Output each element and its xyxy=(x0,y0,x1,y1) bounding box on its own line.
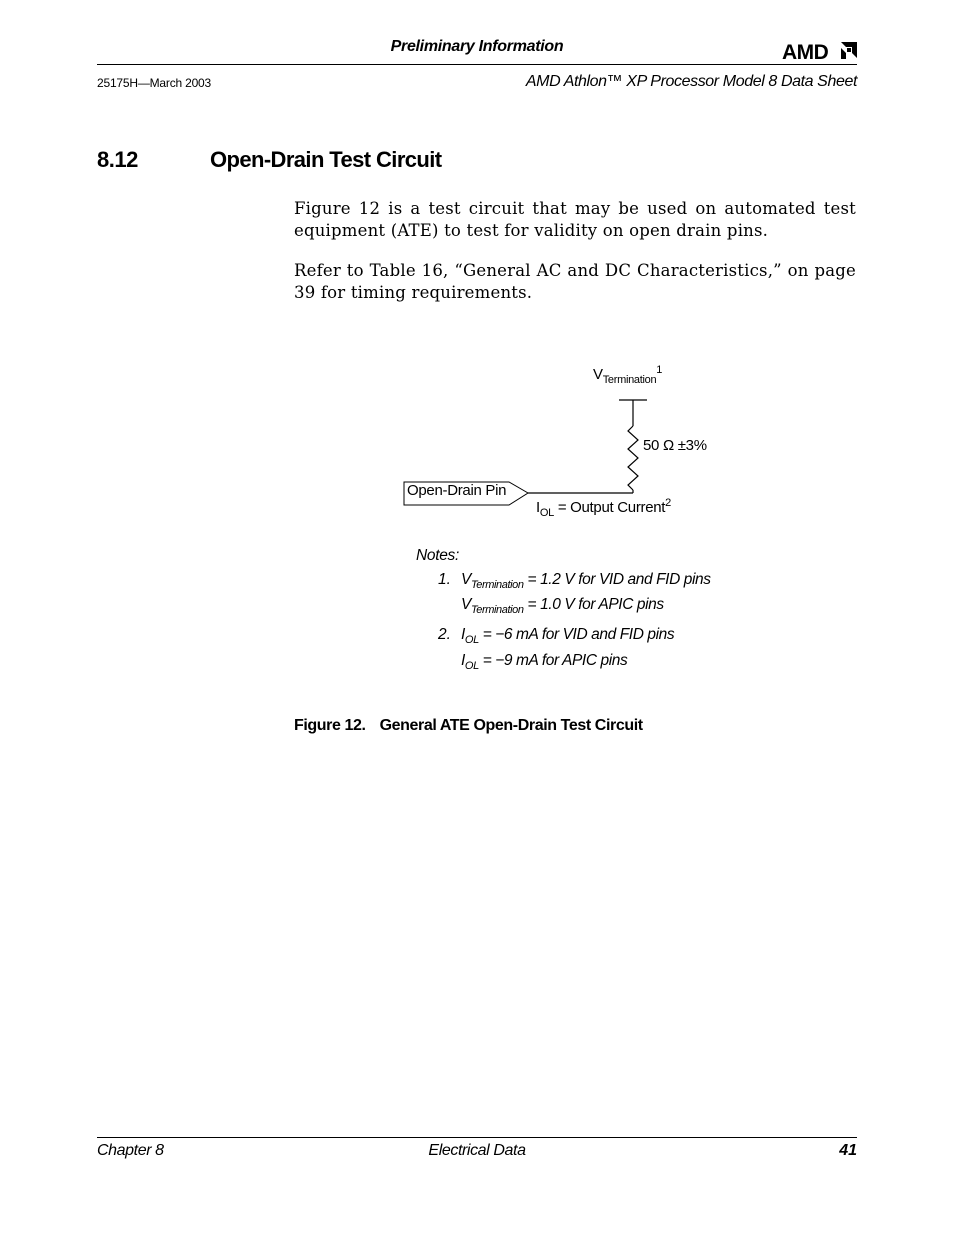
document-number: 25175H—March 2003 xyxy=(97,76,212,90)
note-1-number: 1. xyxy=(438,571,451,588)
footer-page-number: 41 xyxy=(839,1142,857,1159)
section-number: 8.12 xyxy=(97,147,138,172)
preliminary-banner: Preliminary Information xyxy=(390,38,564,55)
figure-caption-text: General ATE Open-Drain Test Circuit xyxy=(379,717,643,734)
output-current-label: $I_{OL}$ = Output Current$^2$ xyxy=(536,497,671,519)
amd-logo-text: AMD xyxy=(782,41,829,62)
resistor-zigzag xyxy=(628,426,638,490)
figure-caption-label: Figure 12. xyxy=(294,717,366,734)
note-2-number: 2. xyxy=(438,626,451,643)
amd-arrow-icon xyxy=(841,42,857,59)
figure-caption xyxy=(294,717,643,735)
note-1-line-1: $V_{Termination} = 1.2$ V for VID and FID pins xyxy=(461,571,711,591)
open-drain-pin-label: Open-Drain Pin xyxy=(407,482,507,499)
note-2-line-1: $I_{OL} = -6$ mA for VID and FID pins xyxy=(461,626,675,646)
footer-section: Electrical Data xyxy=(428,1142,526,1159)
notes-title: Notes: xyxy=(416,547,459,564)
note-2-line-2: $I_{OL} = -9$ mA for APIC pins xyxy=(461,652,628,672)
footer-rule xyxy=(97,1137,857,1138)
note-1-line-2: $V_{Termination} = 1.0$ V for APIC pins xyxy=(461,596,664,616)
open-drain-circuit-diagram xyxy=(380,355,780,530)
resistor-label: 50 Ω ±3% xyxy=(643,437,707,454)
body-paragraph-2: Refer to Table 16, “General AC and DC Characteristics,” on page 39 for timing requirements. xyxy=(294,261,856,302)
vtermination-label: $V_{Termination}^1$ xyxy=(593,364,663,386)
header-rule xyxy=(97,64,857,65)
amd-logo xyxy=(782,40,858,62)
footer-chapter: Chapter 8 xyxy=(97,1142,164,1159)
document-title: AMD Athlon™ XP Processor Model 8 Data Sheet xyxy=(525,73,857,90)
body-paragraph-1: Figure 12 is a test circuit that may be used on automated test equipment (ATE) to test for validity on open drain pins. xyxy=(294,199,856,240)
section-title: Open-Drain Test Circuit xyxy=(210,147,442,172)
